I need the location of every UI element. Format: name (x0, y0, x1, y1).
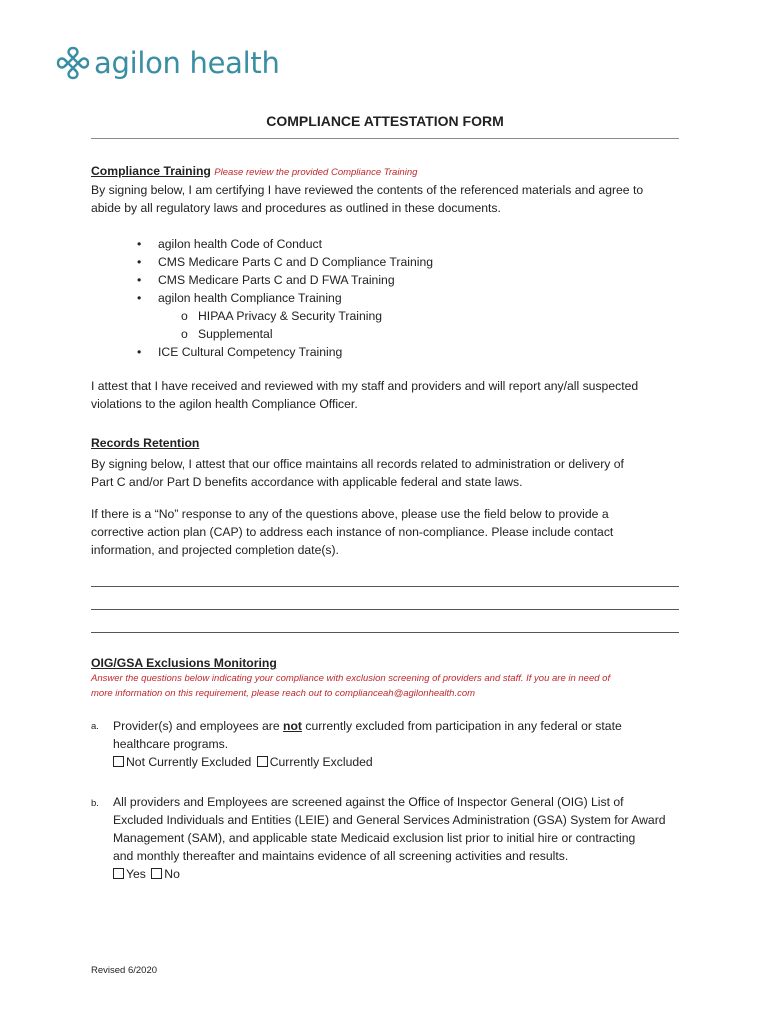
question-a: Provider(s) and employees are not currently excluded from participation in any federal or state healthcare programs. Not Currently Excluded Currently Excluded (113, 719, 622, 769)
intro-line: abide by all regulatory laws and procedures as outlined in these documents. (91, 201, 501, 215)
bullet: • (137, 291, 142, 305)
currently-excluded-checkbox[interactable] (257, 756, 268, 767)
list-item: • ICE Cultural Competency Training (137, 345, 343, 359)
no-label: No (164, 867, 180, 881)
compliance-training-heading: Compliance Training (91, 164, 211, 178)
question-b: All providers and Employees are screened against the Office of Inspector General (OIG) List of Excluded Individuals and Entities (LEIE) and General Services Administration (GSA) System for Award Management (SAM), and applicable state Medicaid exclusion list prior to initial hire or contracting and monthly thereafter and maintains evidence of all screening activities and results. Yes No (113, 795, 666, 881)
list-item: • CMS Medicare Parts C and D Compliance Training (137, 255, 434, 269)
records-retention-heading: Records Retention (91, 436, 200, 450)
oig-gsa-note: Answer the questions below indicating your compliance with exclusion screening of providers and staff. If you are in need of more information on this requirement, please reach out to complianceah@agilonhealth.com (91, 673, 611, 699)
sub-bullet: o (181, 309, 188, 323)
training-list (137, 235, 658, 361)
cap-input-line-2[interactable] (91, 609, 679, 610)
brand-logo (55, 44, 280, 82)
yes-label: Yes (126, 867, 146, 881)
cap-input-line-3[interactable] (91, 632, 679, 633)
bullet: • (137, 237, 142, 251)
attest-paragraph: I attest that I have received and reviewed with my staff and providers and will report any/all suspected violations to the agilon health Compliance Officer. (91, 379, 639, 411)
oig-gsa-heading: OIG/GSA Exclusions Monitoring (91, 656, 277, 670)
not-excluded-checkbox[interactable] (113, 756, 124, 767)
currently-excluded-label: Currently Excluded (269, 755, 373, 769)
bullet: • (137, 345, 142, 359)
sub-list-item: o HIPAA Privacy & Security Training (181, 309, 383, 323)
page-title: COMPLIANCE ATTESTATION FORM (266, 113, 504, 129)
cap-instructions: If there is a “No” response to any of the questions above, please use the field below to provide a corrective action plan (CAP) to address each instance of non-compliance. Please include contact information, and projected completion date(s). (91, 507, 614, 557)
intro-line: By signing below, I am certifying I have reviewed the contents of the referenced materials and agree to (91, 183, 644, 197)
no-checkbox[interactable] (151, 868, 162, 879)
list-item: • agilon health Code of Conduct (137, 237, 322, 251)
bullet: • (137, 255, 142, 269)
cap-input-line-1[interactable] (91, 586, 679, 587)
title-divider (91, 138, 679, 139)
question-b-letter: b. (91, 798, 99, 809)
brand-name: agilon health (94, 46, 280, 80)
compliance-training-heading-row (91, 162, 681, 182)
bullet: • (137, 273, 142, 287)
revision-date: Revised 6/2020 (91, 965, 158, 976)
sub-list-item: o Supplemental (181, 327, 273, 341)
sub-bullet: o (181, 327, 188, 341)
question-a-letter: a. (91, 721, 99, 732)
yes-checkbox[interactable] (113, 868, 124, 879)
list-item: • agilon health Compliance Training (137, 291, 342, 305)
agilon-logo-icon (55, 44, 91, 82)
compliance-training-note: Please review the provided Compliance Training (214, 167, 418, 178)
not-excluded-label: Not Currently Excluded (126, 755, 252, 769)
records-paragraph: By signing below, I attest that our office maintains all records related to administration or delivery of Part C and/or Part D benefits accordance with applicable federal and state laws. (91, 457, 624, 489)
compliance-training-intro (91, 181, 681, 217)
list-item: • CMS Medicare Parts C and D FWA Training (137, 273, 395, 287)
